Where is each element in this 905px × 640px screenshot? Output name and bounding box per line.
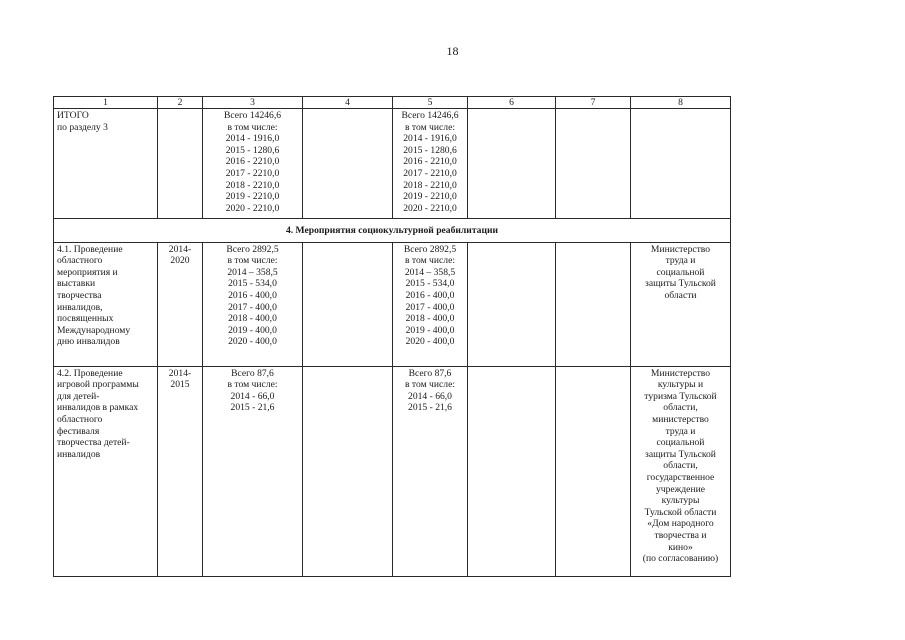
- cell-col8: [631, 366, 731, 576]
- cell-line: туризма Тульской: [644, 390, 717, 402]
- cell-line: ИТОГО: [57, 110, 89, 121]
- cell-col4: [303, 366, 393, 576]
- cell-line: области,: [663, 402, 698, 414]
- cell-line: Всего 87,6: [231, 367, 274, 379]
- cell-col3: [203, 242, 303, 366]
- cell-col6: [468, 242, 556, 366]
- cell-line: 2015: [170, 379, 190, 391]
- cell-line: 2014-: [168, 367, 192, 379]
- cell-line: творчества: [57, 289, 102, 301]
- cell-line: 2017 - 400,0: [405, 301, 455, 313]
- cell-line: по разделу 3: [57, 121, 108, 133]
- cell-line: дню инвалидов: [57, 336, 120, 348]
- section-header-row: [54, 219, 731, 243]
- cell-line: игровой программы: [57, 379, 139, 391]
- column-header: 1: [54, 97, 158, 109]
- cell-line: области,: [663, 460, 698, 472]
- cell-line: 2016 - 400,0: [228, 289, 277, 301]
- cell-line: кино»: [668, 541, 693, 553]
- cell-line: Всего 2892,5: [226, 243, 279, 255]
- cell-line: Всего 87,6: [408, 367, 452, 379]
- column-header: 4: [303, 97, 393, 109]
- cell-col4: [303, 109, 393, 219]
- cell-line: 2014-: [168, 243, 192, 255]
- cell-line: в том числе:: [227, 121, 278, 133]
- cell-line: 2020 - 400,0: [228, 336, 277, 348]
- cell-col5: [393, 109, 468, 219]
- cell-line: 2019 - 2210,0: [403, 191, 457, 203]
- cell-line: 2019 - 400,0: [228, 324, 277, 336]
- cell-line: 2015 - 1280,6: [225, 144, 280, 156]
- section-title: 4. Мероприятия социокультурной реабилитации: [54, 219, 731, 243]
- cell-line: в том числе:: [227, 255, 278, 267]
- cell-line: посвященных: [57, 313, 114, 325]
- column-number-row: [54, 97, 731, 109]
- cell-line: (по согласованию): [642, 553, 719, 565]
- cell-line: областного: [57, 413, 103, 425]
- cell-line: 2020 - 400,0: [405, 336, 455, 348]
- cell-line: в том числе:: [227, 379, 278, 391]
- cell-col6: [468, 109, 556, 219]
- cell-line: социальной: [656, 437, 705, 449]
- table-row: [54, 366, 731, 576]
- page-number: 18: [446, 44, 459, 58]
- cell-line: труда и: [665, 255, 696, 267]
- cell-col7: [556, 242, 631, 366]
- cell-line: 2014 – 358,5: [404, 266, 456, 278]
- cell-line: государственное: [646, 471, 715, 483]
- cell-line: Тульской области: [644, 506, 717, 518]
- cell-col8: [631, 242, 731, 366]
- cell-line: защиты Тульской: [645, 448, 716, 460]
- column-header: 3: [203, 97, 303, 109]
- cell-line: инвалидов,: [57, 301, 103, 313]
- column-header: 5: [393, 97, 468, 109]
- cell-col2: [158, 366, 203, 576]
- cell-line: труда и: [665, 425, 696, 437]
- cell-line: культуры: [661, 495, 700, 507]
- program-table: [53, 96, 731, 577]
- cell-line: в том числе:: [404, 379, 455, 391]
- cell-line: «Дом народного: [647, 518, 714, 530]
- cell-line: 2015 - 1280,6: [403, 144, 457, 156]
- cell-line: 2017 - 2210,0: [225, 167, 280, 179]
- cell-line: 2014 - 66,0: [230, 390, 275, 402]
- cell-line: культуры и: [657, 379, 704, 391]
- cell-line: 2014 - 66,0: [408, 390, 452, 402]
- column-header: 7: [556, 97, 631, 109]
- cell-line: 4.1. Проведение: [57, 243, 123, 255]
- cell-line: защиты Тульской: [645, 278, 716, 290]
- cell-col7: [556, 366, 631, 576]
- cell-col4: [303, 242, 393, 366]
- cell-line: 2018 - 400,0: [228, 313, 277, 325]
- cell-line: 2018 - 2210,0: [403, 179, 457, 191]
- cell-line: выставки: [57, 278, 96, 290]
- cell-line: 2019 - 2210,0: [225, 191, 280, 203]
- cell-line: Министерство: [650, 367, 711, 379]
- cell-line: инвалидов в рамках: [57, 402, 139, 414]
- cell-col1: [54, 109, 158, 219]
- cell-line: учреждение: [656, 483, 705, 495]
- table-row: [54, 242, 731, 366]
- cell-col3: [203, 366, 303, 576]
- section-3-total-row: [54, 109, 731, 219]
- cell-line: области: [664, 289, 697, 301]
- cell-col7: [556, 109, 631, 219]
- cell-col2: [158, 242, 203, 366]
- cell-line: мероприятия и: [57, 266, 118, 278]
- cell-line: Всего 2892,5: [403, 243, 457, 255]
- cell-line: 2019 - 400,0: [405, 324, 455, 336]
- cell-col2: [158, 109, 203, 219]
- cell-col6: [468, 366, 556, 576]
- cell-line: министерство: [652, 413, 709, 425]
- cell-line: 2016 - 2210,0: [403, 156, 457, 168]
- cell-line: социальной: [656, 266, 705, 278]
- cell-line: для детей-: [57, 390, 100, 402]
- cell-line: 2020 - 2210,0: [403, 202, 457, 214]
- cell-line: 2020: [170, 255, 190, 267]
- cell-line: 2015 - 21,6: [230, 402, 275, 414]
- cell-col5: [393, 242, 468, 366]
- cell-line: в том числе:: [404, 255, 455, 267]
- cell-line: Всего 14246,6: [223, 110, 282, 121]
- cell-line: фестиваля: [57, 425, 100, 437]
- cell-line: 2014 - 1916,0: [403, 133, 457, 145]
- cell-line: 2018 - 400,0: [405, 313, 455, 325]
- cell-line: 2015 - 21,6: [408, 402, 452, 414]
- cell-line: 2020 - 2210,0: [225, 202, 280, 214]
- cell-line: 2014 – 358,5: [227, 266, 278, 278]
- cell-line: Всего 14246,6: [401, 110, 459, 121]
- cell-line: творчества детей-: [57, 437, 130, 449]
- cell-line: Министерство: [650, 243, 711, 255]
- cell-line: 2015 - 534,0: [405, 278, 455, 290]
- cell-line: 2017 - 2210,0: [403, 167, 457, 179]
- cell-line: 2014 - 1916,0: [225, 133, 280, 145]
- cell-line: 2016 - 2210,0: [225, 156, 280, 168]
- cell-line: инвалидов: [57, 448, 101, 460]
- cell-line: 2017 - 400,0: [228, 301, 277, 313]
- cell-col3: [203, 109, 303, 219]
- column-header: 6: [468, 97, 556, 109]
- cell-line: областного: [57, 255, 103, 267]
- cell-col8: [631, 109, 731, 219]
- cell-line: 2016 - 400,0: [405, 289, 455, 301]
- column-header: 8: [631, 97, 731, 109]
- cell-line: 2015 - 534,0: [228, 278, 277, 290]
- cell-col1: [54, 366, 158, 576]
- cell-line: Международному: [57, 324, 131, 336]
- cell-col1: [54, 242, 158, 366]
- cell-line: творчества и: [654, 529, 707, 541]
- cell-line: в том числе:: [404, 121, 455, 133]
- cell-col5: [393, 366, 468, 576]
- column-header: 2: [158, 97, 203, 109]
- cell-line: 4.2. Проведение: [57, 367, 123, 379]
- cell-line: 2018 - 2210,0: [225, 179, 280, 191]
